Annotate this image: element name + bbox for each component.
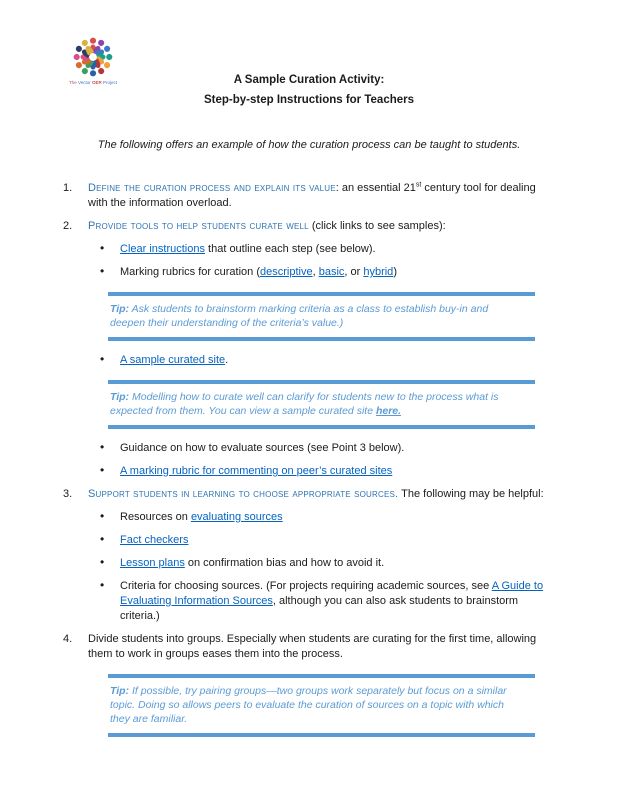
list-item-4: [63, 632, 555, 662]
basic-rubric-link[interactable]: basic: [318, 266, 345, 278]
bullet-text: ): [393, 266, 397, 278]
bullet-text: .: [225, 354, 229, 366]
tip-label: Tip:: [110, 685, 130, 697]
bullet-text: that outline each step (see below).: [204, 243, 376, 255]
bullet-text: Criteria for choosing sources. (For projects requiring academic sources, see: [120, 580, 492, 592]
item-3-rest: The following may be helpful:: [398, 488, 544, 500]
guide-evaluating-sources-link[interactable]: A Guide to Evaluating Information Sources: [120, 580, 544, 607]
clear-instructions-link[interactable]: Clear instructions: [120, 243, 205, 255]
tip-callout-1: [108, 292, 535, 341]
bullet-clear-instructions: [100, 242, 555, 257]
tip-callout-2: [108, 380, 535, 429]
list-item-3: [63, 487, 555, 502]
lesson-plans-link[interactable]: Lesson plans: [120, 557, 185, 569]
logo-caption-word: Vector: [77, 80, 91, 85]
bullet-sample-site: [100, 353, 555, 368]
evaluating-sources-link[interactable]: evaluating sources: [190, 511, 283, 523]
here-link[interactable]: here.: [375, 405, 402, 417]
bullet-criteria: [100, 579, 555, 624]
item-3-heading: Support students in learning to choose appropriate sources.: [88, 488, 399, 500]
bullet-marking-rubrics: [100, 265, 555, 280]
list-item-1: [63, 181, 555, 211]
descriptive-rubric-link[interactable]: descriptive: [260, 266, 313, 278]
intro-sentence: The following offers an example of how the curation process can be taught to students.: [97, 139, 521, 151]
bullet-text: Guidance on how to evaluate sources (see Point 3 below).: [120, 442, 405, 454]
title-line-1: A Sample Curation Activity:: [233, 74, 385, 86]
item-number: 3.: [63, 488, 73, 500]
fact-checkers-link[interactable]: Fact checkers: [120, 534, 189, 546]
bullet-rubric-peers: [100, 464, 555, 479]
bullet-lesson-plans: [100, 556, 555, 571]
bullet-text: Marking rubrics for curation (: [120, 266, 260, 278]
bullet-text: on confirmation bias and how to avoid it.: [184, 557, 385, 569]
bullet-fact-checkers: [100, 533, 555, 548]
bullet-guidance: [100, 441, 555, 456]
tip-label: Tip:: [110, 303, 130, 315]
list-item-2: [63, 219, 555, 234]
org-logo: [62, 34, 124, 86]
instruction-list: [63, 181, 555, 737]
item-2-heading: Provide tools to help students curate well: [88, 220, 309, 232]
hybrid-rubric-link[interactable]: hybrid: [363, 266, 394, 278]
logo-caption-word: The: [68, 80, 77, 85]
item-number: 2.: [63, 220, 73, 232]
bullet-text: , although you can also ask students to brainstorm criteria.): [120, 595, 519, 622]
item-1-rest: century tool for dealing with the information overload.: [88, 182, 536, 209]
item-1-heading: Define the curation process and explain its value: [88, 182, 336, 194]
tip-text: If possible, try pairing groups—two groups work separately but focus on a similar topic. Doing so allows peers to evaluate the curation of sources on a topic with which they are familiar.: [110, 685, 507, 725]
item-number: 4.: [63, 633, 73, 645]
people-circle-logo-icon: [70, 34, 116, 80]
item-4-text: Divide students into groups. Especially when students are curating for the first time, allowing them to work in groups eases them into the process.: [88, 633, 537, 660]
title-line-2: Step-by-step Instructions for Teachers: [203, 94, 415, 106]
tip-text: Ask students to brainstorm marking criteria as a class to establish buy-in and deepen their understanding of the criteria’s value.): [110, 303, 489, 329]
logo-caption: [62, 80, 124, 86]
page-title: [63, 0, 555, 110]
item-2-rest: (click links to see samples):: [308, 220, 446, 232]
item-1-mid: : an essential 21: [335, 182, 416, 194]
bullet-resources: [100, 510, 555, 525]
bullet-text: Resources on: [120, 511, 191, 523]
bullet-text: ,: [312, 266, 319, 278]
tip-callout-3: [108, 674, 535, 737]
tip-label: Tip:: [110, 391, 130, 403]
logo-caption-word: OER: [92, 80, 102, 85]
logo-caption-word: Project: [103, 80, 118, 85]
sample-curated-site-link[interactable]: A sample curated site: [120, 354, 226, 366]
peer-rubric-link[interactable]: A marking rubric for commenting on peer’s curated sites: [120, 465, 393, 477]
item-number: 1.: [63, 182, 73, 194]
bullet-text: , or: [344, 266, 364, 278]
tip-text: Modelling how to curate well can clarify for students new to the process what is expected from them. You can view a sample curated site: [110, 391, 499, 417]
ordinal-superscript: st: [415, 181, 422, 189]
